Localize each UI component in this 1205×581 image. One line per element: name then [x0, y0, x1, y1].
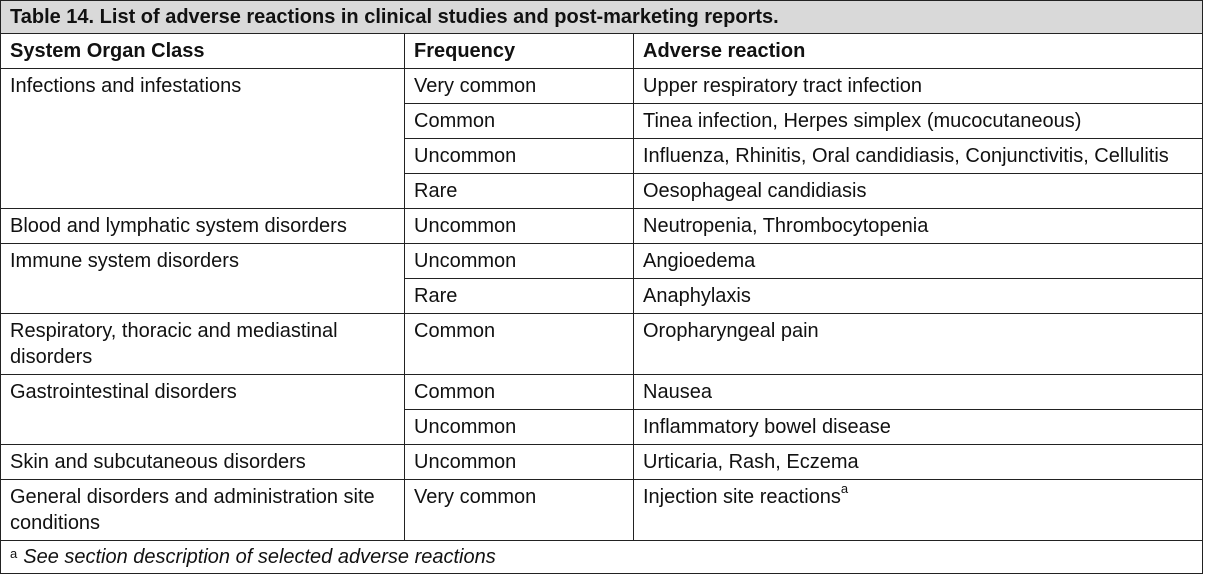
adverse-reaction-text: Angioedema [643, 250, 756, 272]
adverse-reaction-text: Anaphylaxis [643, 285, 751, 307]
adverse-reaction-text: Inflammatory bowel disease [643, 416, 891, 438]
cell-adverse-reaction [634, 174, 1203, 209]
cell-frequency: Uncommon [405, 410, 634, 445]
cell-adverse-reaction [634, 279, 1203, 314]
table-footnote [1, 541, 1203, 574]
cell-frequency: Very common [405, 69, 634, 104]
table-title: Table 14. List of adverse reactions in clinical studies and post-marketing reports. [1, 1, 1203, 34]
cell-adverse-reaction [634, 69, 1203, 104]
table-row [1, 244, 1203, 279]
table-title-row [1, 1, 1203, 34]
adverse-reaction-text: Nausea [643, 381, 712, 403]
footnote-text: See section description of selected adverse reactions [23, 546, 496, 568]
adverse-reaction-text: Upper respiratory tract infection [643, 75, 923, 97]
cell-system-organ-class: Gastrointestinal disorders [1, 375, 405, 445]
cell-system-organ-class: Infections and infestations [1, 69, 405, 209]
header-frequency: Frequency [405, 34, 634, 69]
cell-frequency: Common [405, 104, 634, 139]
header-adverse-reaction: Adverse reaction [634, 34, 1203, 69]
cell-adverse-reaction [634, 244, 1203, 279]
cell-adverse-reaction [634, 410, 1203, 445]
table-row [1, 69, 1203, 104]
cell-system-organ-class: Blood and lymphatic system disorders [1, 209, 405, 244]
adverse-reaction-text: Influenza, Rhinitis, Oral candidiasis, Conjunctivitis, Cellulitis [643, 145, 1169, 167]
header-system-organ-class: System Organ Class [1, 34, 405, 69]
adverse-reaction-text: Oesophageal candidiasis [643, 180, 867, 202]
cell-system-organ-class: Skin and subcutaneous disorders [1, 445, 405, 480]
adverse-reaction-text: Tinea infection, Herpes simplex (mucocutaneous) [643, 110, 1082, 132]
table-row [1, 209, 1203, 244]
cell-adverse-reaction [634, 480, 1203, 541]
cell-adverse-reaction [634, 209, 1203, 244]
cell-frequency: Uncommon [405, 139, 634, 174]
footnote-reference: a [840, 481, 849, 497]
cell-adverse-reaction [634, 104, 1203, 139]
table-row [1, 445, 1203, 480]
cell-frequency: Uncommon [405, 445, 634, 480]
adverse-reaction-text: Oropharyngeal pain [643, 320, 819, 342]
table-row [1, 375, 1203, 410]
adverse-reaction-text: Urticaria, Rash, Eczema [643, 451, 859, 473]
cell-frequency: Very common [405, 480, 634, 541]
cell-system-organ-class: Respiratory, thoracic and mediastinal disorders [1, 314, 405, 375]
footnote-mark: a [10, 546, 18, 561]
cell-frequency: Uncommon [405, 244, 634, 279]
cell-frequency: Uncommon [405, 209, 634, 244]
cell-system-organ-class: Immune system disorders [1, 244, 405, 314]
cell-adverse-reaction [634, 375, 1203, 410]
cell-system-organ-class: General disorders and administration site conditions [1, 480, 405, 541]
table-header-row [1, 34, 1203, 69]
footnote-row [1, 541, 1203, 574]
cell-frequency: Rare [405, 279, 634, 314]
cell-adverse-reaction [634, 445, 1203, 480]
cell-adverse-reaction [634, 314, 1203, 375]
cell-adverse-reaction [634, 139, 1203, 174]
table-body [1, 69, 1203, 541]
adverse-reaction-text: Neutropenia, Thrombocytopenia [643, 215, 929, 237]
cell-frequency: Common [405, 314, 634, 375]
cell-frequency: Common [405, 375, 634, 410]
table-row [1, 314, 1203, 375]
cell-frequency: Rare [405, 174, 634, 209]
table-row [1, 480, 1203, 541]
adverse-reaction-text: Injection site reactions [643, 486, 841, 508]
